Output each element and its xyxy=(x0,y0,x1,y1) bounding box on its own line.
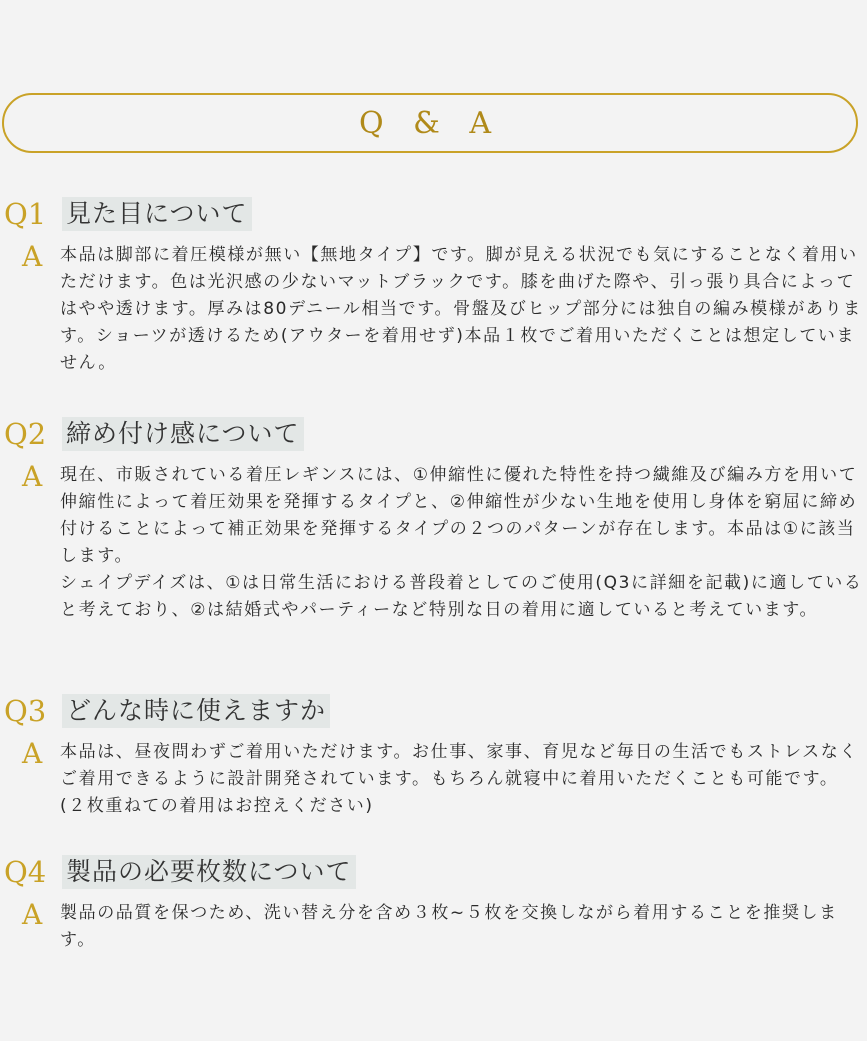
question-title: 見た目について xyxy=(62,197,252,231)
answer-4 xyxy=(60,900,864,954)
question-title: どんな時に使えますか xyxy=(62,694,330,728)
answer-paragraph: 製品の品質を保つため、洗い替え分を含め３枚~５枚を交換しながら着用することを推奨します。 xyxy=(60,903,838,950)
qa-header xyxy=(2,93,858,153)
answer-paragraph: 現在、市販されている着圧レギンスには、①伸縮性に優れた特性を持つ繊維及び編み方を用いて伸縮性によって着圧効果を発揮するタイプと、②伸縮性が少ない生地を使用し身体を窮屈に締め付けることによって補正効果を発揮するタイプの２つのパターンが存在します。本品は①に該当します。 xyxy=(60,465,858,566)
answer-mark: A xyxy=(22,898,43,931)
answer-1 xyxy=(60,242,864,377)
question-number: Q1 xyxy=(4,197,47,231)
answer-paragraph: 本品は脚部に着圧模様が無い【無地タイプ】です。脚が見える状況でも気にすることなく着用いただけます。色は光沢感の少ないマットブラックです。膝を曲げた際や、引っ張り具合によってはやや透けます。厚みは80デニール相当です。骨盤及びヒップ部分には独自の編み模様があります。ショーツが透けるため(アウターを着用せず)本品１枚でご着用いただくことは想定していません。 xyxy=(60,245,862,373)
answer-mark: A xyxy=(22,737,43,770)
question-2 xyxy=(4,417,304,451)
question-title: 締め付け感について xyxy=(62,417,304,451)
answer-paragraph: 本品は、昼夜問わずご着用いただけます。お仕事、家事、育児など毎日の生活でもストレスなくご着用できるように設計開発されています。もちろん就寝中に着用いただくことも可能です。(２枚重ねての着用はお控えください) xyxy=(60,742,858,816)
question-number: Q3 xyxy=(4,694,47,728)
question-1 xyxy=(4,197,252,231)
answer-mark: A xyxy=(22,460,43,493)
question-4 xyxy=(4,855,356,889)
answer-mark: A xyxy=(22,240,43,273)
qa-title: Q & A xyxy=(358,105,502,141)
answer-3 xyxy=(60,739,864,820)
question-number: Q2 xyxy=(4,417,47,451)
question-number: Q4 xyxy=(4,855,47,889)
answer-2 xyxy=(60,462,864,624)
question-3 xyxy=(4,694,330,728)
question-title: 製品の必要枚数について xyxy=(62,855,356,889)
answer-paragraph: シェイプデイズは、①は日常生活における普段着としてのご使用(Q3に詳細を記載)に適していると考えており、②は結婚式やパーティーなど特別な日の着用に適していると考えています。 xyxy=(60,573,863,620)
